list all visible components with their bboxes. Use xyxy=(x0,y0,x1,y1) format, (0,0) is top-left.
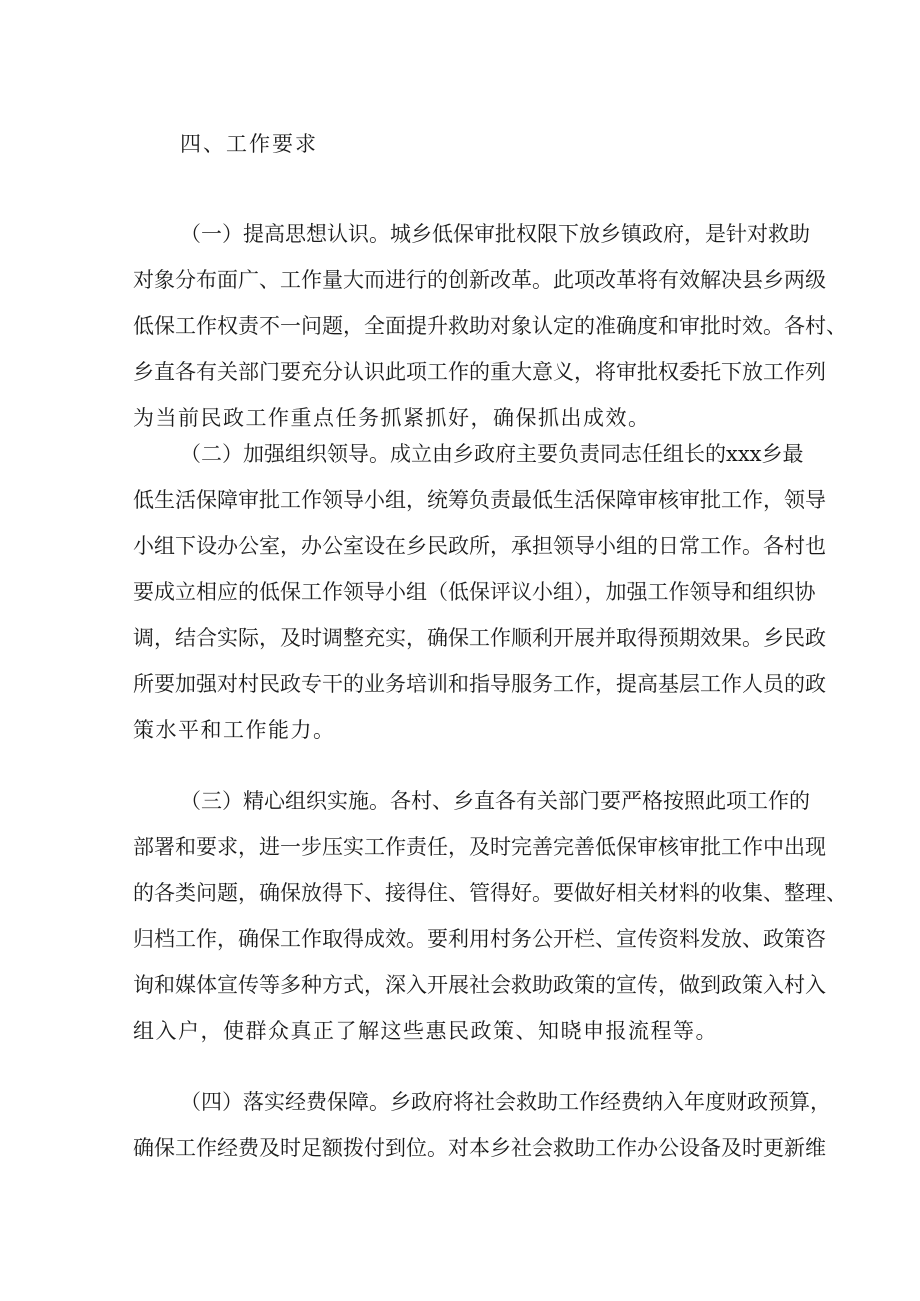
paragraph-4-line-1: （四）落实经费保障。乡政府将社会救助工作经费纳入年度财政预算， xyxy=(180,1090,831,1114)
paragraph-2-line-2: 低生活保障审批工作领导小组，统筹负责最低生活保障审核审批工作，领导 xyxy=(133,488,826,512)
paragraph-1-line-4: 乡直各有关部门要充分认识此项工作的重大意义，将审批权委托下放工作列 xyxy=(133,360,826,384)
paragraph-3-line-6: 组入户，使群众真正了解这些惠民政策、知晓申报流程等。 xyxy=(133,1019,718,1043)
paragraph-1-line-5: 为当前民政工作重点任务抓紧抓好，确保抓出成效。 xyxy=(133,406,651,430)
paragraph-2-line-1: （二）加强组织领导。成立由乡政府主要负责同志任组长的xxx乡最 xyxy=(180,442,804,466)
paragraph-1-line-3: 低保工作权责不一问题，全面提升救助对象认定的准确度和审批时效。各村、 xyxy=(133,314,847,338)
paragraph-3-line-5: 询和媒体宣传等多种方式，深入开展社会救助政策的宣传，做到政策入村入 xyxy=(133,973,826,997)
paragraph-2-line-7: 策水平和工作能力。 xyxy=(133,718,336,742)
paragraph-3-line-1: （三）精心组织实施。各村、乡直各有关部门要严格按照此项工作的 xyxy=(180,789,810,813)
section-heading: 四、工作要求 xyxy=(180,132,318,156)
paragraph-2-line-5: 调，结合实际，及时调整充实，确保工作顺利开展并取得预期效果。乡民政 xyxy=(133,626,826,650)
paragraph-1-line-2: 对象分布面广、工作量大而进行的创新改革。此项改革将有效解决县乡两级 xyxy=(133,268,826,292)
paragraph-2-line-3: 小组下设办公室，办公室设在乡民政所，承担领导小组的日常工作。各村也 xyxy=(133,534,826,558)
paragraph-3-line-4: 归档工作，确保工作取得成效。要利用村务公开栏、宣传资料发放、政策咨 xyxy=(133,927,826,951)
paragraph-2-line-4: 要成立相应的低保工作领导小组（低保评议小组），加强工作领导和组织协 xyxy=(133,580,816,604)
paragraph-4-line-2: 确保工作经费及时足额拨付到位。对本乡社会救助工作办公设备及时更新维 xyxy=(133,1136,826,1160)
paragraph-1-line-1: （一）提高思想认识。城乡低保审批权限下放乡镇政府，是针对救助 xyxy=(180,222,810,246)
paragraph-3-line-2: 部署和要求，进一步压实工作责任，及时完善完善低保审核审批工作中出现 xyxy=(133,835,826,859)
paragraph-2-line-6: 所要加强对村民政专干的业务培训和指导服务工作，提高基层工作人员的政 xyxy=(133,672,826,696)
paragraph-3-line-3: 的各类问题，确保放得下、接得住、管得好。要做好相关材料的收集、整理、 xyxy=(133,881,847,905)
